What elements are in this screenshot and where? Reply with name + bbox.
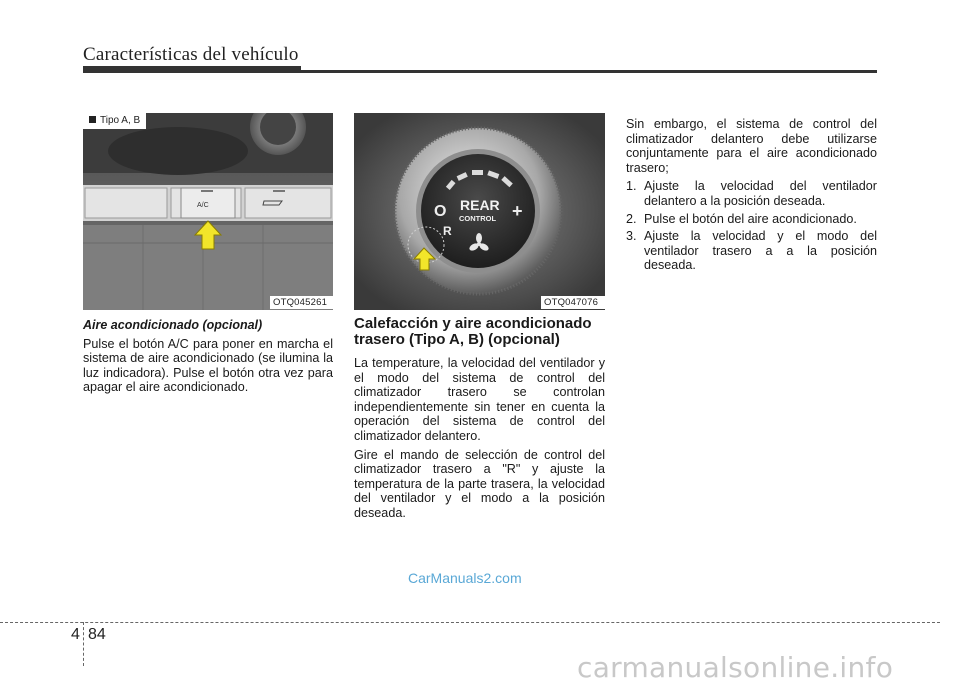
- column-3: [626, 117, 877, 276]
- paragraph-ac: Pulse el botón A/C para poner en marcha el sistema de aire acondicionado (se ilumina la luz indicadora). Pulse el botón otra vez para apagar el aire acondicionado.: [83, 336, 333, 395]
- square-bullet-icon: [89, 116, 96, 123]
- list-item: 1. Ajuste la velocidad del ventilador delantero a la posición deseada.: [626, 179, 877, 208]
- list-item: 2. Pulse el botón del aire acondicionado.: [626, 211, 857, 226]
- steps-list: [626, 179, 877, 273]
- paragraph-rear-2: Gire el mando de selección de control del climatizador trasero a "R" y ajuste la temperatura de la parte trasera, la velocidad del ventilador y el modo a la posición deseada.: [354, 447, 605, 520]
- figure-rear-control-knob: [354, 113, 605, 310]
- figure-middle-code: OTQ047076: [544, 297, 599, 308]
- header-rule: [83, 70, 877, 73]
- column-1: [83, 318, 333, 399]
- off-label: O: [434, 203, 447, 220]
- list-item: 3. Ajuste la velocidad y el modo del ventilador trasero a a la posición deseada.: [626, 229, 877, 273]
- paragraph-rear-1: La temperature, la velocidad del ventilador y el modo del sistema de control del climatizador trasero se controlan independientemente sin tener en cuenta la operación del sistema de control del climatizador delantero.: [354, 356, 605, 443]
- footer-divider: [83, 622, 84, 666]
- ac-button-label: A/C: [197, 202, 209, 209]
- footer-rule: [0, 622, 940, 623]
- watermark-carmanualsonline[interactable]: carmanualsonline.info: [577, 651, 894, 684]
- column-2: [354, 316, 605, 525]
- plus-label: +: [512, 201, 523, 221]
- page-number: 84: [88, 626, 106, 643]
- knob-title: REAR: [460, 197, 500, 213]
- page-chapter-number: 4: [71, 626, 80, 643]
- watermark-carmanuals2[interactable]: CarManuals2.com: [408, 570, 522, 586]
- section-heading-rear: Calefacción y aire acondicionado trasero (Tipo A, B) (opcional): [354, 315, 592, 348]
- figure-left-code: OTQ045261: [273, 297, 328, 308]
- ac-panel-illustration: [83, 113, 333, 310]
- rear-knob-illustration: [354, 113, 605, 310]
- rear-label: R: [443, 224, 452, 238]
- type-label-text: Tipo A, B: [100, 115, 141, 126]
- section-heading-ac: Aire acondicionado (opcional): [83, 318, 263, 332]
- page-header-title: Características del vehículo: [83, 44, 299, 65]
- knob-subtitle: CONTROL: [459, 214, 497, 223]
- type-label-badge: [83, 113, 146, 129]
- paragraph-intro: Sin embargo, el sistema de control del climatizador delantero debe utilizarse conjuntamente para el aire acondicionado trasero;: [626, 117, 877, 175]
- figure-ac-panel: [83, 113, 333, 310]
